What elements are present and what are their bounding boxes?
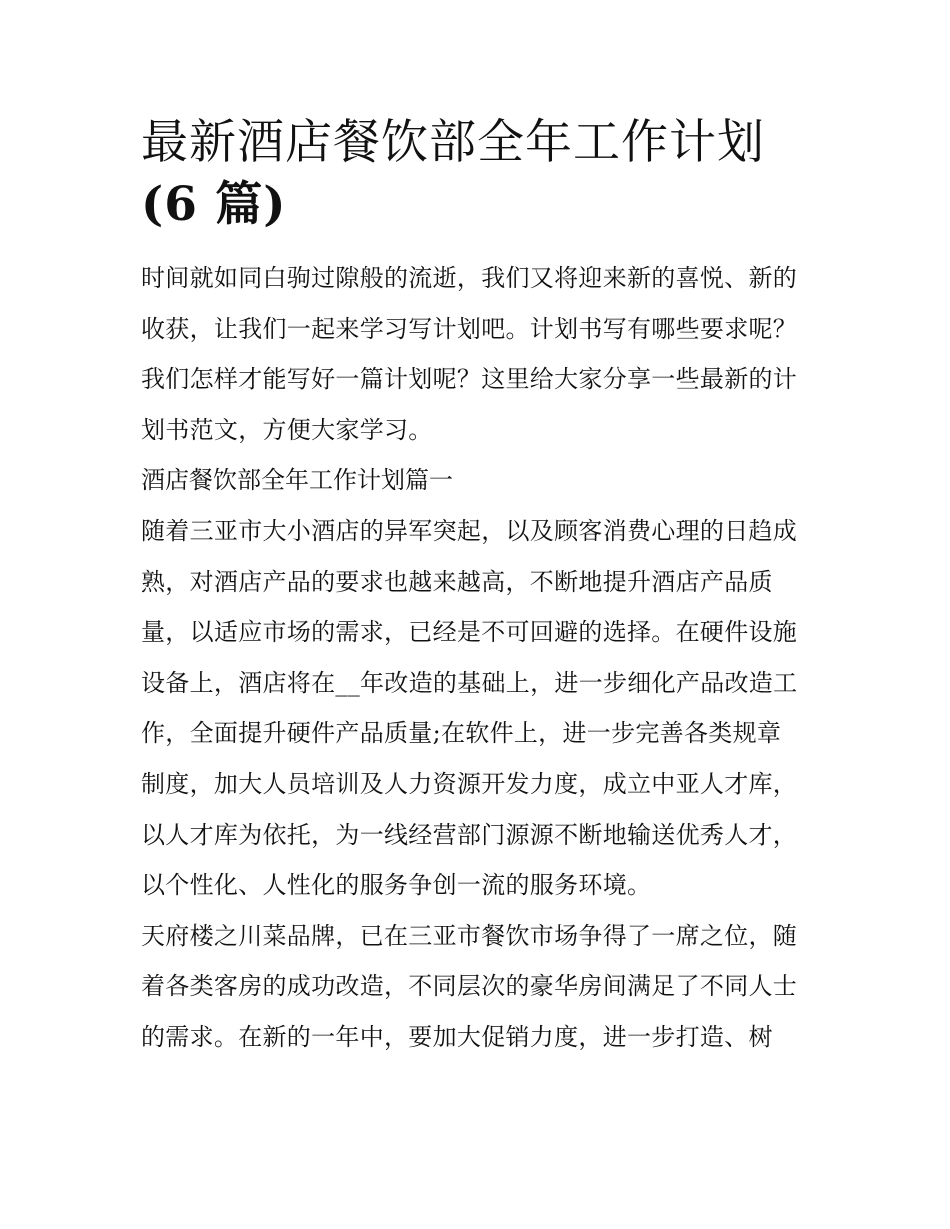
intro-line: 时间就如同白驹过隙般的流逝，我们又将迎来新的喜悦、新的 — [141, 264, 798, 292]
document-page — [141, 112, 817, 1063]
paragraph-2 — [141, 911, 817, 1063]
paragraph-line: 作，全面提升硬件产品质量;在软件上，进一步完善各类规章 — [141, 719, 782, 748]
intro-line: 我们怎样才能写好一篇计划呢？这里给大家分享一些最新的计 — [141, 365, 798, 394]
paragraph-line: 随着三亚市大小酒店的异军突起，以及顾客消费心理的日趋成 — [141, 516, 798, 545]
paragraph-line: 熟，对酒店产品的要求也越来越高，不断地提升酒店产品质 — [141, 567, 773, 596]
section-heading: 酒店餐饮部全年工作计划篇一 — [141, 466, 453, 495]
intro-line: 收获，让我们一起来学习写计划吧。计划书写有哪些要求呢？ — [141, 314, 798, 343]
intro-paragraph — [141, 253, 817, 455]
paragraph-line: 以人才库为依托，为一线经营部门源源不断地输送优秀人才， — [141, 820, 798, 849]
paragraph-line: 天府楼之川菜品牌，已在三亚市餐饮市场争得了一席之位，随 — [141, 921, 798, 950]
paragraph-line: 量，以适应市场的需求，已经是不可回避的选择。在硬件设施 — [141, 618, 798, 647]
intro-line: 划书范文，方便大家学习。 — [141, 415, 433, 444]
title-line-2: (6 篇) — [141, 177, 287, 232]
paragraph-line: 设备上，酒店将在__年改造的基础上，进一步细化产品改造工 — [141, 668, 798, 697]
title-line-1: 最新酒店餐饮部全年工作计划 — [141, 115, 765, 170]
paragraph-line: 的需求。在新的一年中，要加大促销力度，进一步打造、树 — [141, 1022, 773, 1051]
paragraph-line: 制度，加大人员培训及人力资源开发力度，成立中亚人才库， — [141, 769, 798, 798]
document-title — [141, 112, 817, 236]
paragraph-line: 着各类客房的成功改造，不同层次的豪华房间满足了不同人士 — [141, 972, 798, 1001]
paragraph-1 — [141, 506, 817, 911]
document-body — [141, 253, 817, 1063]
paragraph-line: 以个性化、人性化的服务争创一流的服务环境。 — [141, 871, 652, 900]
